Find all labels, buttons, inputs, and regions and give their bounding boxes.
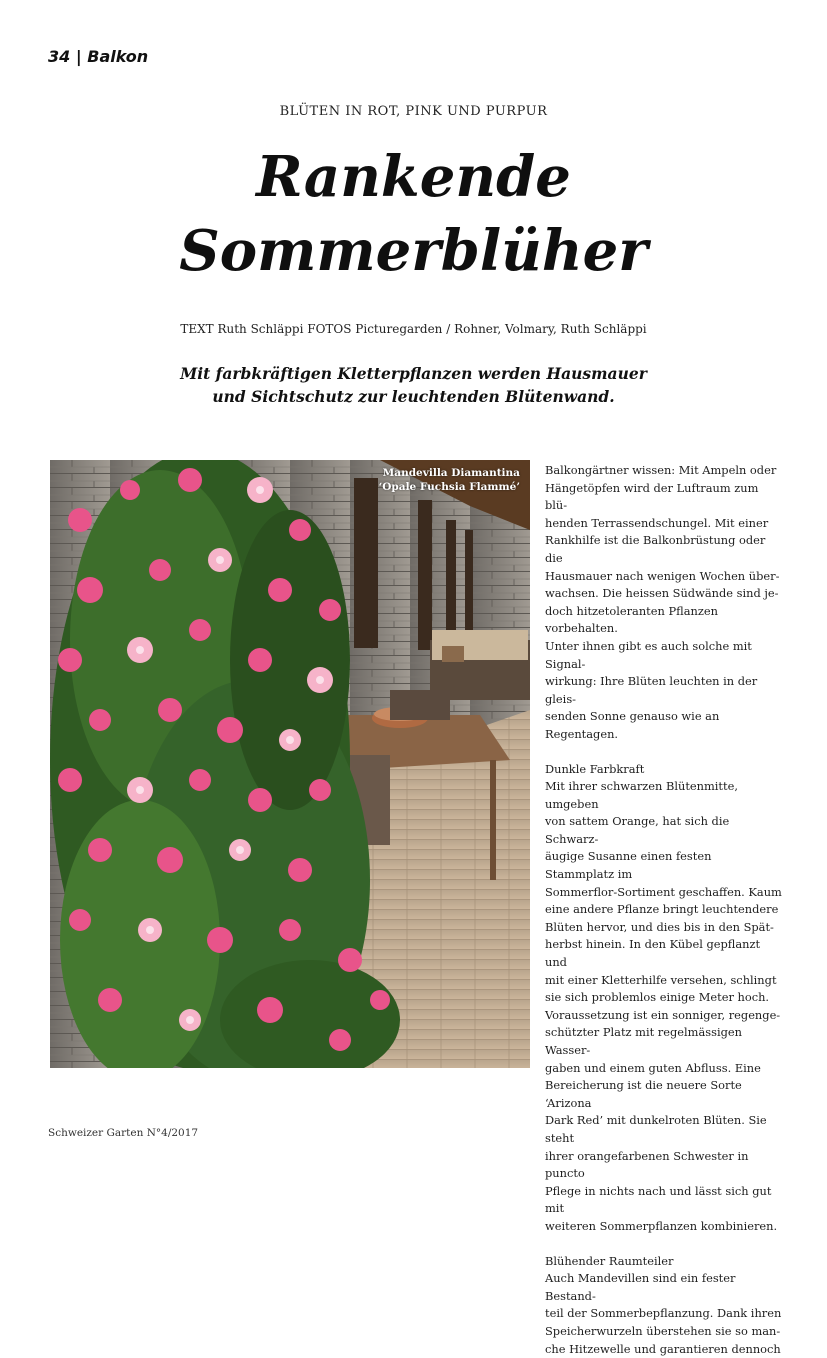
article-body bbox=[545, 462, 783, 1358]
text-line: senden Sonne genauso wie an Regentagen. bbox=[545, 708, 783, 743]
text-line: Pflege in nichts nach und lässt sich gut mit bbox=[545, 1183, 783, 1218]
text-line: Balkongärtner wissen: Mit Ampeln oder bbox=[545, 462, 783, 480]
photo-caption bbox=[379, 466, 520, 494]
article-lead bbox=[0, 362, 827, 408]
text-line: von sattem Orange, hat sich die Schwarz- bbox=[545, 813, 783, 848]
text-line: Unter ihnen gibt es auch solche mit Signal- bbox=[545, 638, 783, 673]
article-credits: TEXT Ruth Schläppi FOTOS Picturegarden / Rohner, Volmary, Ruth Schläppi bbox=[0, 322, 827, 336]
text-line: herbst hinein. In den Kübel gepflanzt und bbox=[545, 936, 783, 971]
text-line: Bereicherung ist die neuere Sorte ‘Arizona bbox=[545, 1077, 783, 1112]
mandevilla-photo bbox=[50, 460, 530, 1068]
photo-illustration bbox=[50, 460, 530, 1068]
text-line: Hängetöpfen wird der Luftraum zum blü- bbox=[545, 480, 783, 515]
lead-line-1: Mit farbkräftigen Kletterpflanzen werden Hausmauer bbox=[0, 362, 827, 385]
text-line: wachsen. Die heissen Südwände sind je- bbox=[545, 585, 783, 603]
article-kicker: BLÜTEN IN ROT, PINK UND PURPUR bbox=[0, 104, 827, 119]
paragraph-1 bbox=[545, 462, 783, 744]
text-line: Mit ihrer schwarzen Blütenmitte, umgeben bbox=[545, 778, 783, 813]
lead-line-2: und Sichtschutz zur leuchtenden Blütenwand. bbox=[0, 385, 827, 408]
text-line: Rankhilfe ist die Balkonbrüstung oder die bbox=[545, 532, 783, 567]
text-line: Sommerflor-Sortiment geschaffen. Kaum bbox=[545, 884, 783, 902]
text-line: teil der Sommerbepflanzung. Dank ihren bbox=[545, 1305, 783, 1323]
text-line: Blüten hervor, und dies bis in den Spät- bbox=[545, 919, 783, 937]
subheading-bluehender-raumteiler: Blühender Raumteiler bbox=[545, 1253, 783, 1271]
title-line-1: Rankende bbox=[0, 140, 827, 214]
text-line: schützter Platz mit regelmässigen Wasser- bbox=[545, 1024, 783, 1059]
text-line: henden Terrassendschungel. Mit einer bbox=[545, 515, 783, 533]
text-line: Speicherwurzeln überstehen sie so man- bbox=[545, 1323, 783, 1341]
text-line: weiteren Sommerpflanzen kombinieren. bbox=[545, 1218, 783, 1236]
text-line: doch hitzetoleranten Pflanzen vorbehalten. bbox=[545, 603, 783, 638]
text-line: Dark Red’ mit dunkelroten Blüten. Sie steht bbox=[545, 1112, 783, 1147]
title-line-2: Sommerblüher bbox=[0, 214, 827, 288]
text-line: eine andere Pflanze bringt leuchtendere bbox=[545, 901, 783, 919]
text-line: che Hitzewelle und garantieren dennoch bbox=[545, 1341, 783, 1358]
text-line: wirkung: Ihre Blüten leuchten in der gleis- bbox=[545, 673, 783, 708]
caption-line-1: Mandevilla Diamantina bbox=[379, 466, 520, 480]
text-line: äugige Susanne einen festen Stammplatz im bbox=[545, 848, 783, 883]
text-line: Voraussetzung ist ein sonniger, regenge- bbox=[545, 1007, 783, 1025]
paragraph-2 bbox=[545, 778, 783, 1235]
article-title bbox=[0, 140, 827, 288]
text-line: Auch Mandevillen sind ein fester Bestand- bbox=[545, 1270, 783, 1305]
page-footer: Schweizer Garten N°4/2017 bbox=[48, 1127, 198, 1139]
text-line: sie sich problemlos einige Meter hoch. bbox=[545, 989, 783, 1007]
text-line: mit einer Kletterhilfe versehen, schlingt bbox=[545, 972, 783, 990]
text-line: Hausmauer nach wenigen Wochen über- bbox=[545, 568, 783, 586]
text-line: ihrer orangefarbenen Schwester in puncto bbox=[545, 1148, 783, 1183]
caption-line-2: ‘Opale Fuchsia Flammé’ bbox=[379, 480, 520, 494]
text-line: gaben und einem guten Abfluss. Eine bbox=[545, 1060, 783, 1078]
page-section-label: 34 | Balkon bbox=[48, 47, 148, 66]
subheading-dunkle-farbkraft: Dunkle Farbkraft bbox=[545, 761, 783, 779]
paragraph-3 bbox=[545, 1270, 783, 1358]
